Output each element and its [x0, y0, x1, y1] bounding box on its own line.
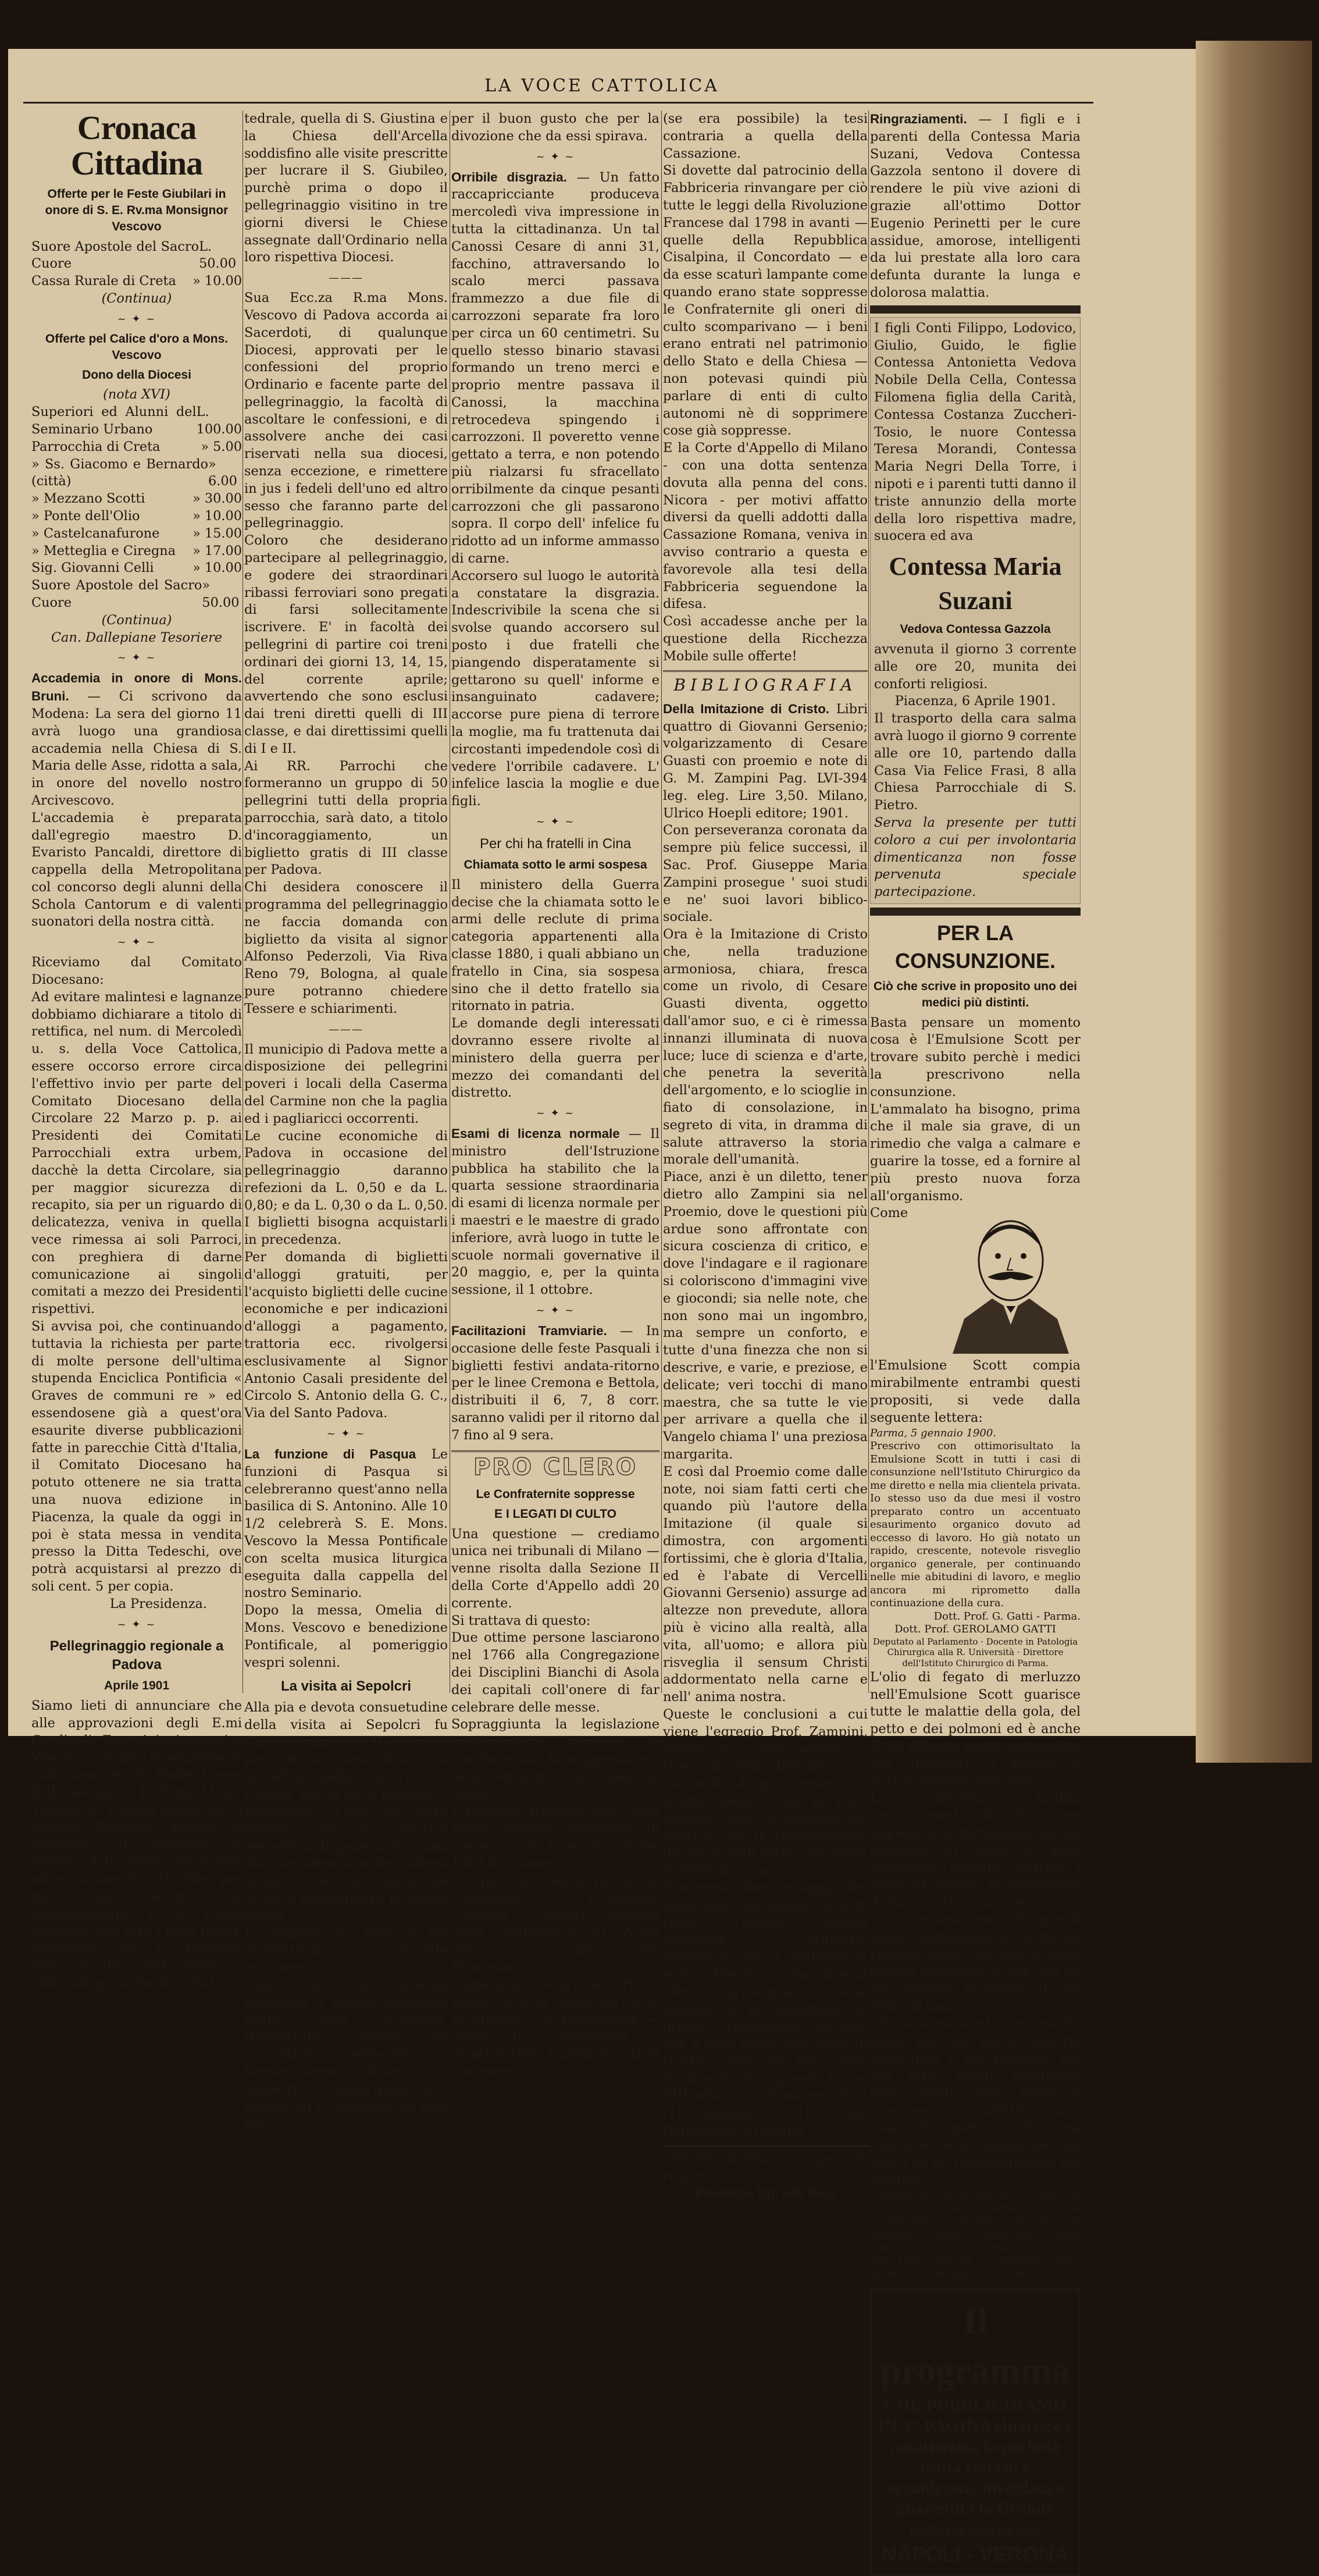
article-paragraph: Dopo la messa, Omelia di Mons. Vescovo e benedizione Pontificale, al pomeriggio vespri solenni. [244, 1603, 448, 1670]
doctor-portrait [941, 1208, 1081, 1354]
portrait-caption: Dott. Prof. G. Gatti - Parma. [933, 1610, 1081, 1623]
black-divider [870, 908, 1081, 916]
ad-paragraph: L'Emulsione Scott trovasi in tutte le più accreditate farmacie. Una bottiglietta originale "Saggio", si spedisce franco domicilio, come campione, contro rimessa di L. 1,50 alla Ditta SCOTT & BOWNE, Ltd., Viale Porta Venezia, N. 12, MILANO. [870, 2189, 1081, 2280]
section-title: Cronaca Cittadina [70, 109, 203, 182]
article-paragraph: Piace, anzi è un diletto, tener dietro allo Zampini sia nel Proemio, dove le questioni più ardue sono affrontate con sicura coscienza di critico, e dove l'indagare e il ragionare si coloriscono d'immagini vive e giocondi; sia nelle note, che non sono mai un ingombro, ma sempre un conforto, e tutte d'una finezza che non si descrive, e varie, e preziose, e delicate; veri tocchi di mano maestra, che sa tutte le vie per arrivare a quella che il Vangelo chiama l' una preziosa margarita. [663, 1169, 868, 1462]
article-paragraph: Due ottime persone lasciarono nel 1766 alla Congregazione dei Disciplini Bianchi di Asola dei capitali coll'onere di far celebrare delle messe. [451, 1630, 660, 1715]
ad-title: Il programma [880, 2300, 1070, 2392]
sepolcri-heading: La visita ai Sepolcri [280, 1678, 412, 1695]
article-paragraph: Con perseveranza coronata da sempre più felice successi, il Sac. Prof. Giuseppe Maria Zampini prosegue ' suoi studi e ne' suoi lavori biblico-sociale. [663, 823, 868, 925]
calice-heading: Offerte pel Calice d'oro a Mons. Vescovo [45, 332, 229, 362]
presidenza-signature: La Presidenza. [109, 1596, 207, 1611]
ad-paragraph: Basta pensare un momento cosa è l'Emulsione Scott per trovare subito perchè i medici la prescrivono nella consunzione. [870, 1015, 1081, 1100]
black-divider [870, 305, 1081, 314]
confraternite-heading: Le Confraternite soppresse [476, 1487, 635, 1501]
article-paragraph: Ad evitare malintesi e lagnanze dobbiamo dichiarare a titolo di rettifica, nel num. di Mercoledì u. s. della Voce Cattolica, essere occorso errore circa l'effettivo invio per parte del Comitato Diocesano della Circolare 22 Marzo p. p. ai Presidenti dei Comitati Parrocchiali extra urbem, dacchè la detta Circolare, sia per maggior sicurezza di recapito, sia per un riguardo di delicatezza, veniva in quella vece rimessa ai soli Parroci, con preghiera di darne comunicazione ai singoli comitati a mezzo dei Presidenti rispettivi. [31, 989, 242, 1317]
list-item: » Castelcanafurone » 15.00 [31, 525, 242, 541]
ornament-separator: ~ ✦ ~ [117, 1618, 156, 1631]
death-notice: I figli Conti Filippo, Lodovico, Giulio, Guido, le figlie Contessa Antonietta Vedova Nobile Della Cella, Contessa Filomena figlia della Carità, Contessa Costanza Zuccheri-Tosio, le nuore Contessa Teresa Morandi, Contessa Maria Negri Della Torre, i nipoti e i parenti tutti danno il triste annunzio della morte della loro rispettiva madre, suocera ed ava Contessa Maria Suzani Vedova Contessa Gazzola avvenuta il giorno 3 corrente alle ore 20, munita dei conforti religiosi. Piacenza, 6 Aprile 1901. Il trasporto della cara salma avrà luogo il giorno 9 corrente alle ore 10, partendo dalla Casa Via Felice Frasi, 8 alla Chiesa Parrocchiale di S. Pietro. Serva la presente per tutti coloro a cui per involontaria dimenticanza non fosse pervenuta speciale partecipazione. [870, 317, 1081, 904]
letter-text: Prescrivo con ottimorisultato la Emulsione Scott in tutti i casi di consunzione nell'Istituto Chirurgico da me diretto e nella mia clientela privata. Io stesso uso da due mesi il vostro preparato contro un accentuato esaurimento organico dovuto ad eccesso di lavoro. Ho già notato un rapido, crescente, notevole risveglio organico generale, per continuando nelle mie abitudini di lavoro, e meglio ancora mi riprometto dalla continuazione della cura. [870, 1440, 1081, 1610]
list-item: Superiori ed Alunni del Seminario Urbano L. 100.00 [31, 404, 243, 437]
article-paragraph: Di qui una causa risolta in Cassazione — Presidente Cardona — contro l'assunto della fabbriceria di Asola difesa dall'avvocato Mantovani. [451, 1873, 660, 1975]
ad-napoli-verona: NAPOLI - VERONA [881, 2542, 1069, 2567]
article-paragraph: Coloro che desiderano partecipare al pellegrinaggio, e godere dei straordinari ribassi ferroviari sono pregati di farsi sollecitamente iscrivere. E' in facoltà dei pellegrini di partire coi treni ordinari dei giorni 13, 14, 15, del corrente aprile; avvertendo che sono esclusi dai treni diretti quelli di III classe, e dai direttissimi quelli di I e II. [244, 533, 448, 756]
article-paragraph: Orribile disgrazia. — Un fatto raccapricciante produceva mercoledì viva impressione in tutta la cittadinanza. Un tal Canossi Cesare di anni 31, facchino, attraversando lo scalo merci passava frammezzo a due file di carrozzoni separate fra loro per circa un 60 centimetri. Su quello stesso binario stavasi formando un treno merci e proprio mentre passava il Canossi, la macchina retrocedeva spingendo i carrozzoni. Il poveretto venne gettato a terra, e non potendo più rialzarsi fu sfracellato orribilmente da cinque pesanti carrozzoni che gli passarono sopra. Il corpo dell' infelice fu ridotto ad un informe ammasso di carne. [451, 169, 660, 567]
article-paragraph: E la Corte d'Appello di Milano - con una dotta sentenza dovuta alla penna del cons. Nicora - per motivi affatto diversi da quelli addotti dalla Cassazione Romana, veniva in avviso contrario a questa e favorevole alla tesi della Fabbriceria seguendone la difesa. [663, 440, 868, 612]
column-divider [661, 111, 662, 1693]
header-rule [23, 102, 1093, 104]
letter-signature-title: Deputato al Parlamento · Docente in Patologia Chirurgica alla R. Università · Direttore dell'Istituto Chirurgico di Parma. [872, 1636, 1078, 1669]
ornament-separator: ~ ✦ ~ [326, 1428, 366, 1440]
article-paragraph: Riceviamo dal Comitato Diocesano: [31, 955, 242, 988]
ornament-separator: ~ ✦ ~ [117, 936, 156, 949]
article-paragraph: Una questione — crediamo unica nei tribunali di Milano — venne risolta dalla Sezione II della Corte d'Appello addì 20 corrente. [451, 1526, 660, 1611]
ad-body: CHE PUBBLICHIAMO IN 4.ª PAGINA chiarisce e caratterizza la perfetta lealtà con cui è organizzata, invigilata e guarentita la Grande [878, 2396, 1073, 2518]
article-paragraph: Ai RR. Parrochi che formeranno un gruppo di 50 pellegrini tutti della propria parrocchia, sarà dato, a titolo d'incoraggiamento, un biglietto gratis di III classe per Padova. [244, 758, 448, 878]
cina-heading: Per chi ha fratelli in Cina [479, 835, 632, 852]
list-item: Parrocchia di Creta » 5.00 [31, 439, 242, 454]
article-paragraph: Così accadesse anche per la questione della Ricchezza Mobile sulle offerte! [663, 614, 868, 664]
ornament-separator: ~ ✦ ~ [536, 150, 575, 163]
article-paragraph: Il Demanio trovando che i beni erano gravati dall'onere di messe — in base alla legge 1867 li incamerò. [451, 1803, 660, 1871]
article-paragraph: Vennero ammirati diversi tra i sepolcri, fra i quali quello di S. Savino, di S. Vincenzo ed altri sia [244, 2063, 448, 2132]
nota-label: (nota XVI) [103, 387, 170, 403]
tesoriere-signature: Can. Dallepiane Tesoriere [51, 629, 223, 645]
confraternite-subheading: E I LEGATI DI CULTO [494, 1507, 616, 1521]
article-paragraph: Ringraziamenti. — I figli e i parenti della Contessa Maria Suzani, Vedova Contessa Gazzola sentono il dovere di rendere le più vive azioni di grazie all'ottimo Dottor Eugenio Perinetti per le cure assidue, amorose, intelligenti da lui prestate alla loro cara defunta durante la lunga e dolorosa malattia. [870, 112, 1081, 300]
list-item: Suore Apostole del Sacro Cuore L. 50.00 [31, 239, 237, 272]
article-paragraph: Il ministero della Guerra decise che la chiamata sotto le armi delle reclute di prima categoria appartenenti alla classe 1880, i quali abbiano un fratello in Cina, sia sospesa sino che il detto fratello sia ritornato in patria. [451, 877, 660, 1014]
column-1 [31, 109, 243, 1991]
bibliografia-heading: BIBLIOGRAFIA [663, 670, 868, 696]
list-item: Cassa Rurale di Creta » 10.00 [31, 273, 242, 289]
gerente-line: Comolli Epimaco - gerente respon [663, 2150, 868, 2183]
masthead: LA VOCE CATTOLICA [484, 76, 719, 96]
article-paragraph: per il buon gusto che per la divozione che da essi spirava. [451, 111, 660, 144]
article-paragraph: Ora è la Imitazione di Cristo che, nella traduzione armoniosa, chiara, fresca come un rivolo, di Cesare Guasti diventa, oggetto dall'amor suo, e ci è rimessa innanzi illuminata di nuova luce; luce di scienza e d'arte, che penetra la severità dell'argomento, e lo scioglie in fiato di consolazione, in segreto di vita, in dramma di salute attraverso la storia morale dell'umanità. [663, 927, 868, 1168]
book-spine [1196, 41, 1312, 1763]
pellegrinaggio-date: Aprile 1901 [104, 1679, 170, 1693]
ornament-separator: ~ ✦ ~ [117, 312, 156, 325]
article-paragraph: Sua Ecc.za R.ma Mons. Vescovo di Padova accorda ai Sacerdoti, di qualunque Diocesi, approvati per le confessioni del proprio Ordinario e facente parte del pellegrinaggio, la facoltà di ascoltare le confessioni, e di assolvere anche dei casi riservati nella sua diocesi, senza eccezione, e rimettere in jus i fedeli dell'uno ed altro sesso che faranno parte del pellegrinaggio. [244, 290, 448, 531]
list-item: Sig. Giovanni Celli » 10.00 [31, 560, 242, 576]
article-paragraph: Esami di licenza normale — Il ministro dell'Istruzione pubblica ha stabilito che la quarta sessione straordinaria di esami di licenza normale per i maestri e le maestre di grado inferiore, avrà luogo in tutte le scuole normali governative il 20 maggio, e, per la quinta sessione, il 1 ottobre. [451, 1126, 660, 1298]
ornament-separator: ——— [329, 1023, 363, 1036]
article-paragraph: Sopraggiunta la legislazione rivoluzionaria francese la Confraternita fu soppressa e i beni restarono alla chiesa di Asola. [451, 1717, 660, 1802]
dono-heading: Dono della Diocesi [82, 368, 191, 382]
article-paragraph: Per domanda di biglietti d'alloggi gratuiti, per l'acquisto biglietti delle cucine economiche e per indicazioni d'alloggi a pagamento, trattoria ecc. rivolgersi esclusivamente al Signor Antonio Casali presidente del Circolo S. Antonio della G. C., Via del Santo Padova. [244, 1250, 448, 1421]
article-paragraph: Il municipio di Padova mette a disposizione dei pellegrini poveri i locali della Caserma del Carmine non che la paglia ed i pagliaricci occorrenti. [244, 1041, 448, 1126]
list-item: » Ss. Giacomo e Bernardo (città) » 6.00 [31, 456, 237, 489]
column-divider [868, 111, 869, 1693]
continua-note: (Continua) [101, 290, 172, 306]
imprint [663, 2146, 868, 2202]
article-paragraph: (se era possibile) la tesi contraria a quella della Cassazione. [663, 111, 868, 161]
article-paragraph: Si avvisa poi, che continuando tuttavia la richiesta per parte di molte persone dell'ultima stupenda Enciclica Pontificia « Graves de communi re » ed essendosene già a quest'ora esaurite diverse pubblicazioni fatte in parecchie Città d'Italia, il Comitato Diocesano ha potuto ottenere ne sia tratta una nuova edizione in Piacenza, la quale da oggi in poi è stata messa in vendita presso la Ditta Tedeschi, ove potrà acquistarsi al prezzo di soli cent. 5 per copia. [31, 1318, 242, 1594]
article-paragraph: Chi desidera conoscere il programma del pellegrinaggio ne faccia domanda con biglietto da visita al signor Alfonso Pederzoli, Via Riva Reno 79, Bologna, al quale pure potranno chiedere Tessere e schiarimenti. [244, 880, 448, 1016]
article-paragraph: Accademia in onore di Mons. Bruni. — Ci scrivono da Modena: La sera del giorno 11 avrà luogo una grandiosa accademia nella Chiesa di S. Maria delle Asse, ridotta a sala, in onore del novello nostro Arcivescovo. [31, 671, 242, 808]
article-paragraph: Alla pia e devota consuetudine della visita ai Sepolcri fu Giovedì numeroso il concorso per tutte le chiese della città fino all'ora della chiusura. [244, 1700, 448, 1785]
article-paragraph: Le domande degli interessati dovranno essere rivolte al ministero della guerra per mezzo dei comandanti del distretto. [451, 1016, 660, 1101]
ad-paragraph: L'olio di fegato di merluzzo nell'Emulsione Scott guarisce tutte le malattie della gola, del petto e dei polmoni ed è anche il più efficace mezzo conosciuto per arricchire il sangue e nutrire l'intero organismo. [870, 1669, 1081, 1789]
continua-note: (Continua) [101, 612, 172, 628]
ornament-separator: ~ ✦ ~ [536, 816, 575, 828]
article-paragraph: Queste le conclusioni a cui viene l'egregio Prof. Zampini, mercè un esame paziente e riverente della Imitazione, e l'accordo d'ogni versetto e d'ogni sospiro con le fonti bibliche, con le dottrine de' Padri e con le testimonianze de' più grandi asceti che abbia la letteratura sacra. [663, 1706, 868, 1878]
cina-subheading: Chiamata sotto le armi sospesa [464, 858, 647, 871]
column-3 [451, 111, 660, 2079]
letter-signature: Dott. Prof. GEROLAMO GATTI [894, 1623, 1056, 1636]
article-paragraph: Della Imitazione di Cristo. Libri quattro di Giovanni Gersenio; volgarizzamento di Cesare Guasti con proemio e note di G. M. Zampini Pag. LVI-394 leg. eleg. Lire 3,50. Milano, Ulrico Hoepli editore; 1901. [663, 701, 868, 821]
ad-paragraph: L'Emulsione Scott è un rimedio ideale non solo per le malattie della gola e dei polmoni, ma per tutte quelle condizioni della salute dalle quali si generano le malattie, siano esse il portato di una insufficiente assimilazione dei cibi o di un impoverimento del sangue. [870, 2016, 1081, 2187]
article-paragraph: Si trattava di questo: [451, 1613, 591, 1628]
deceased-title: Vedova Contessa Gazzola [900, 622, 1051, 636]
ad-paragraph: La combinazione di questi mezzi medicamentosi forma un rimedio unico che non è stato ancora eguagliato e che non ha mai perduto la fiducia di chi ebbe ad usarlo. [870, 1912, 1081, 2014]
list-item: Suore Apostole del Sacro Cuore » 50.00 [31, 578, 240, 610]
article-paragraph: Come di procedura la Corte di Roma rinviò la causa alla Corte di Milano e la Fabbriceria — invece di scoraggiarsi — incaricò l'avv. Calchi Novati di sostenere [451, 1977, 660, 2079]
ad-paragraph: Come l'Emulsione Scott compia mirabilmente entrambi questi propositi, si vede dalla seguente lettera: [870, 1205, 1081, 1425]
ad-paragraph: L'ammalato ha bisogno, prima che il male sia grave, di un rimedio che valga a calmare e guarire la tosse, ed a fornire al più presto nuova forza all'organismo. [870, 1101, 1081, 1204]
article-paragraph: E così dal Proemio come dalle note, noi siam fatti certi che quando più l'autore della Imitazione (il quale si dimostra, con argomenti fortissimi, che è gloria d'Italia, ed è l'abate di Vercelli Giovanni Gersenio) assurge ad altezze non prevedute, allora più è vicino alla realtà, alla vita, all'uomo; e allora più risveglia il sensum Christi addormentato nella carne e nell' anima nostra. [663, 1464, 868, 1705]
consunzione-heading: PER LA CONSUNZIONE. [894, 921, 1056, 973]
article-paragraph: Facilitazioni Tramviarie. — In occasione delle feste Pasquali i biglietti festivi andata-ritorno per le linee Cremona e Bettola, distribuiti il 6, 7, 8 corr. saranno validi per il ritorno dal 7 fino al 9 sera. [451, 1323, 660, 1443]
ad-paragraph: La glicerina facilita l'assorbimento dell'olio e ne impedisce la fermentazione; gli ipofosfiti di calce e soda stimolano l'appetito, nutrono i nervi ed aiutano la formazione di nuovo e ricco sangue. [870, 1791, 1081, 1910]
article-paragraph: I fedeli, per lo più a gruppetti, passavano d'uno in altro tempio, ove una mistica penombra disponeva gli animi alla considerazione dei solenni misteri, che la Chiesa ne invita a contemplare in questi giorni. [244, 1787, 448, 1923]
ornament-separator: ~ ✦ ~ [117, 652, 156, 664]
article-paragraph: La funzione di Pasqua Le funzioni di Pasqua si celebreranno quest'anno nella basilica di S. Antonino. Alle 10 1/2 celebrerà S. E. Mons. Vescovo la Messa Pontificale con scelta musica liturgica eseguita dalla cappella del nostro Seminario. [244, 1446, 448, 1601]
article-paragraph: Siamo lieti di annunciare che alle approvazioni degli E.mi Cardinali, Ecc.mi Arcivescovi e Vescovi, ci è dato di aggiungere l'altissima del S. Padre Leone XIII. Avendo S. E. R.ma Mons. Vescovo di Padova supplicato il Sommo Pontefice perchè si degnasse di diminuire il numero delle Visite necessarie ad acquistare il S. Giubileo per tutti gli ascritti al pellegrinaggio; il S. Padre concesse che tutti i detti fedeli, assistendo alle S. Funzioni nella Basilica del Santo e visitando poi la Basilica Cat- [31, 1698, 242, 1991]
list-item: » Metteglia e Ciregna » 17.00 [31, 543, 242, 558]
article-paragraph: L'accademia è preparata dall'egregio maestro D. Evaristo Pancaldi, direttore di cappella della Metropolitana col concorso degli alunni della Schola Cantorum e di valenti suonatori della nostra città. [31, 810, 242, 930]
letter-date: Parma, 5 gennaio 1900. [870, 1426, 996, 1439]
list-item: » Mezzano Scotti » 30.00 [31, 491, 242, 507]
ornament-separator: ~ ✦ ~ [536, 1107, 575, 1120]
tipografia-line: Piacenza-Tip. F.lli Bosi [696, 2186, 835, 2201]
column-2 [244, 111, 448, 2132]
list-item: » Ponte dell'Olio » 10.00 [31, 508, 242, 524]
deceased-name: Contessa Maria Suzani [889, 552, 1062, 615]
article-paragraph: Si dovette dal patrocinio della Fabbriceria rinvangare per ciò tutte le leggi della Rivoluzione Francese dal 1798 in avanti — quelle della Repubblica Cisalpina, il Concordato — e da esse scaturì lampante come quando erano state soppresse le Confraternite gli oneri di culto scomparivano — i beni erano entrati nel patrimonio dello Stato e della Chiesa — non potevasi quindi più parlare di enti di culto autonomi nè di sopprimere cose già soppresse. [663, 163, 868, 439]
ornament-separator: ~ ✦ ~ [536, 1304, 575, 1317]
column-4 [663, 111, 868, 2201]
pro-clero-heading: PRO CLERO [451, 1450, 660, 1483]
article-paragraph: Ogni ceto di cittadini vedemmo a queste edificanti visite; vari gl'istituti. Dappertutto devoto ed esemplare raccoglimento. [244, 1977, 448, 2062]
consunzione-subheading: Ciò che scrive in proposito uno dei medici più distinti. [873, 979, 1078, 1009]
ornament-separator: ——— [329, 272, 363, 284]
lotteria-advertisement [870, 2289, 1081, 2576]
article-paragraph: E vorremo dare un saggio del come egli, con anima d'artista ricca d'intuito, sappia accostare, ordinare, comporre; ma ci confonde la scelta. Meglio è rimandare al libro gl'invogliati della bellezza e gli aspettanti la grande redenzione sociale, che o sarà opera dell'opera di Cristo, o non sarà mai, come ha dimostrato il grande Leone XIII nella sua ultima enciclica (18 gennaio 1901) sulla Democrazia cristiana. [663, 1880, 868, 2139]
pellegrinaggio-heading: Pellegrinaggio regionale a Padova [49, 1638, 224, 1673]
column-5 [870, 111, 1081, 2567]
offerte-heading: Offerte per le Feste Giubilari in onore di S. E. Rv.ma Monsignor Vescovo [45, 187, 229, 233]
article-paragraph: Accorsero sul luogo le autorità a constatare la disgrazia. Indescrivibile la scena che si svolse quando accorsero sul posto i due fratelli che piangendo disperatamente si gettarono su quell' informe e insanguinato cadavere; accorse pure piena di terrore la moglie, ma fu trattenuta dai circostanti impedendole così di vedere l'orribile cadavere. L' infelice lascia la moglie e due figli. [451, 568, 660, 809]
article-paragraph: Le cucine economiche di Padova in occasione del pellegrinaggio daranno refezioni da L. 0,50 e da L. 0,80; e da L. 0,30 o da L. 0,50. I biglietti bisogna acquistarli in precedenza. [244, 1128, 448, 1248]
article-paragraph: La stagione era bella; le vie presentavano un insolito movimento. [244, 1925, 448, 1976]
ad-lotteria: Lotteria Nazionale [910, 2520, 1041, 2539]
article-paragraph: tedrale, quella di S. Giustina e la Chiesa dell'Arcella soddisfino alle visite prescritte per lucrare il S. Giubileo, purchè prima o dopo il pellegrinaggio visitino in tre giorni diversi le Chiese assegnate dall'Ordinario nella loro rispettiva Diocesi. [244, 111, 448, 265]
